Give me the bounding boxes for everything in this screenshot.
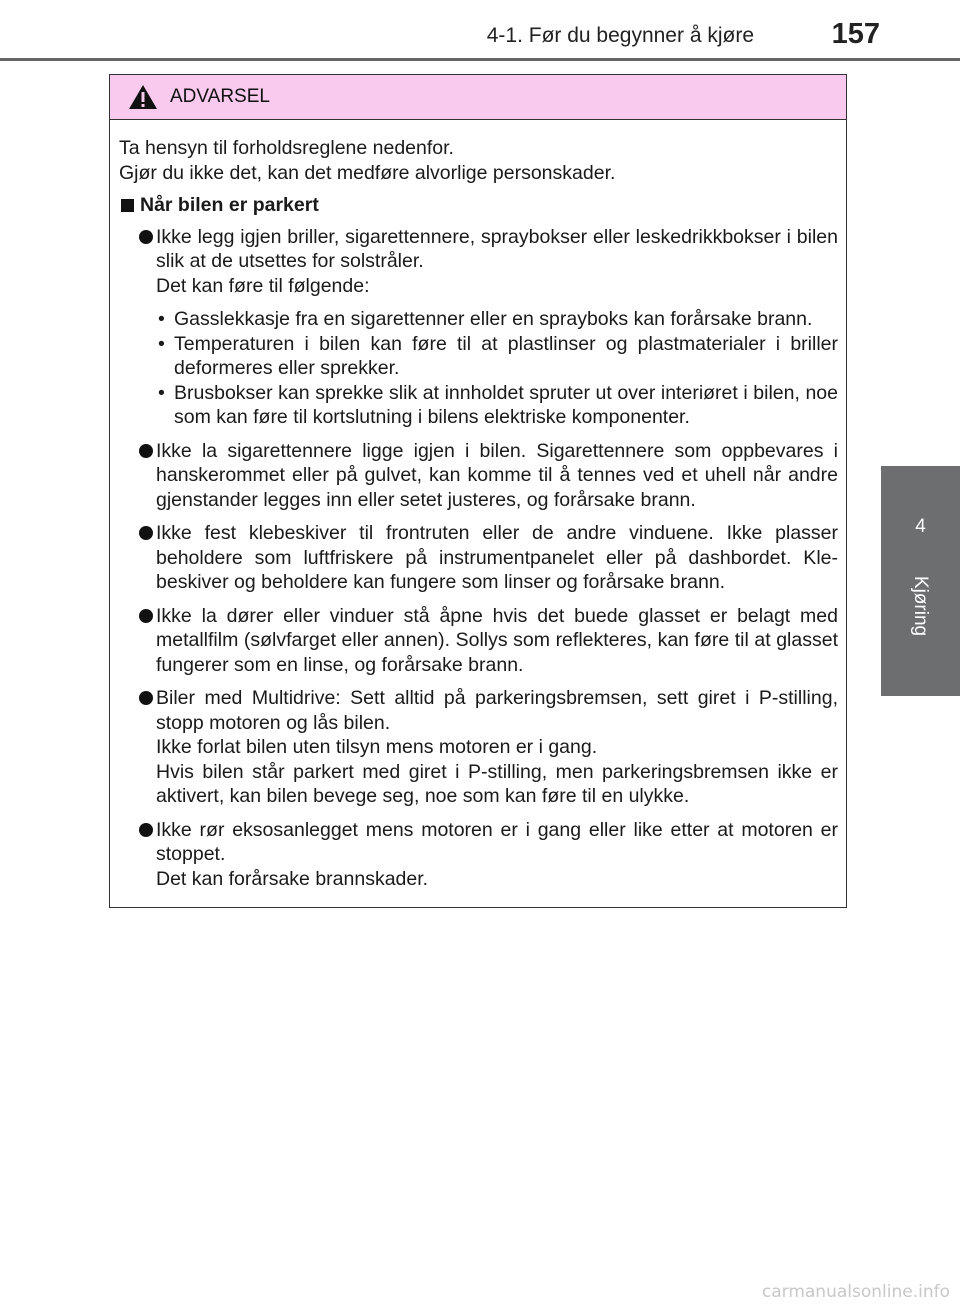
bullet-text: Det kan forårsake brannskader. bbox=[156, 867, 429, 890]
sub-item-text: Brusbokser kan sprekke slik at innholdet spruter ut over interiøret i bilen, noe som kan føre til kortslutning i bilens elektriske komponenter. bbox=[174, 381, 838, 428]
sub-item-text: Gasslekkasje fra en sigarettenner eller en sprayboks kan forårsake brann. bbox=[174, 308, 813, 330]
bullet-text: Det kan føre til følgende: bbox=[156, 274, 370, 297]
bullet-text: Ikke rør eksosanlegget mens motoren er i gang eller like etter at motoren er stoppet. bbox=[156, 818, 838, 865]
list-item bbox=[119, 604, 838, 678]
small-dot-icon: • bbox=[158, 308, 165, 330]
bullet-text: Biler med Multidrive: Sett alltid på parkeringsbremsen, sett giret i P-stilling, stopp motoren og lås bilen. bbox=[156, 687, 838, 734]
bullet-text: Ikke legg igjen briller, sigarettennere, spraybokser eller leskedrikkbokser i bilen slik at de utsettes for solstråler. bbox=[156, 225, 838, 272]
subheading-text: Når bilen er parkert bbox=[140, 194, 319, 216]
warning-intro bbox=[119, 136, 838, 185]
watermark: carmanualsonline.info bbox=[761, 1282, 950, 1302]
square-bullet-icon bbox=[121, 199, 134, 212]
list-item bbox=[119, 439, 838, 513]
subheading bbox=[119, 193, 838, 218]
bullet-text: Ikke la sigarettennere ligge igjen i bilen. Sigarettennere som oppbevares i hanskerommet eller på gulvet, kan komme til å tennes ved et uhell når andre gjenstander legges inn eller setet justeres, og forårsake brann. bbox=[156, 439, 838, 511]
warning-title: ADVARSEL bbox=[170, 86, 270, 107]
sub-list-item bbox=[156, 332, 838, 381]
circle-bullet-icon bbox=[139, 230, 153, 244]
warning-triangle-icon bbox=[128, 84, 158, 110]
small-dot-icon: • bbox=[158, 381, 165, 404]
sub-list-item bbox=[156, 381, 838, 430]
circle-bullet-icon bbox=[139, 823, 153, 837]
bullet-text: Ikke forlat bilen uten tilsyn mens motoren er i gang. bbox=[156, 736, 598, 758]
chapter-number: 4 bbox=[915, 516, 926, 537]
circle-bullet-icon bbox=[139, 444, 153, 458]
sub-item-text: Temperaturen i bilen kan føre til at plastlinser og plastmaterialer i briller deformeres eller sprekker. bbox=[174, 332, 838, 379]
list-item bbox=[119, 521, 838, 595]
page-number: 157 bbox=[831, 18, 880, 50]
list-item bbox=[119, 225, 838, 430]
sub-list bbox=[156, 307, 838, 430]
bullet-text: Ikke la dører eller vinduer stå åpne hvis det buede glasset er belagt med metallfilm (sølvfarget eller annen). Sollys som reflekteres, kan føre til at glasset fungerer som en linse, og forårsake brann. bbox=[156, 604, 838, 676]
bullet-text: Hvis bilen står parkert med giret i P-stilling, men parkeringsbremsen ikke er aktivert, kan bilen bevege seg, noe som kan føre til en ulykke. bbox=[156, 760, 838, 807]
chapter-tab bbox=[881, 466, 960, 696]
header-divider bbox=[0, 58, 960, 61]
list-item bbox=[119, 818, 838, 892]
list-item bbox=[119, 686, 838, 809]
small-dot-icon: • bbox=[158, 332, 165, 355]
circle-bullet-icon bbox=[139, 691, 153, 705]
intro-line: Ta hensyn til forholdsreglene nedenfor. bbox=[119, 137, 454, 159]
bullet-text: Ikke fest klebeskiver til frontruten eller de andre vinduene. Ikke plasser beholdere som luftfriskere på instrumentpanelet eller på dashbordet. Kle-beskiver og beholdere kan fungere som linser og forårsake brann. bbox=[156, 522, 838, 593]
warning-header bbox=[110, 75, 846, 120]
warning-body bbox=[110, 120, 846, 891]
intro-line: Gjør du ikke det, kan det medføre alvorlige personskader. bbox=[119, 161, 616, 184]
circle-bullet-icon bbox=[139, 526, 153, 540]
warning-box bbox=[109, 74, 847, 908]
section-title: 4-1. Før du begynner å kjøre bbox=[486, 24, 754, 47]
circle-bullet-icon bbox=[139, 609, 153, 623]
sub-list-item bbox=[156, 307, 838, 332]
page-header bbox=[0, 0, 960, 60]
chapter-label: Kjøring bbox=[910, 575, 931, 637]
